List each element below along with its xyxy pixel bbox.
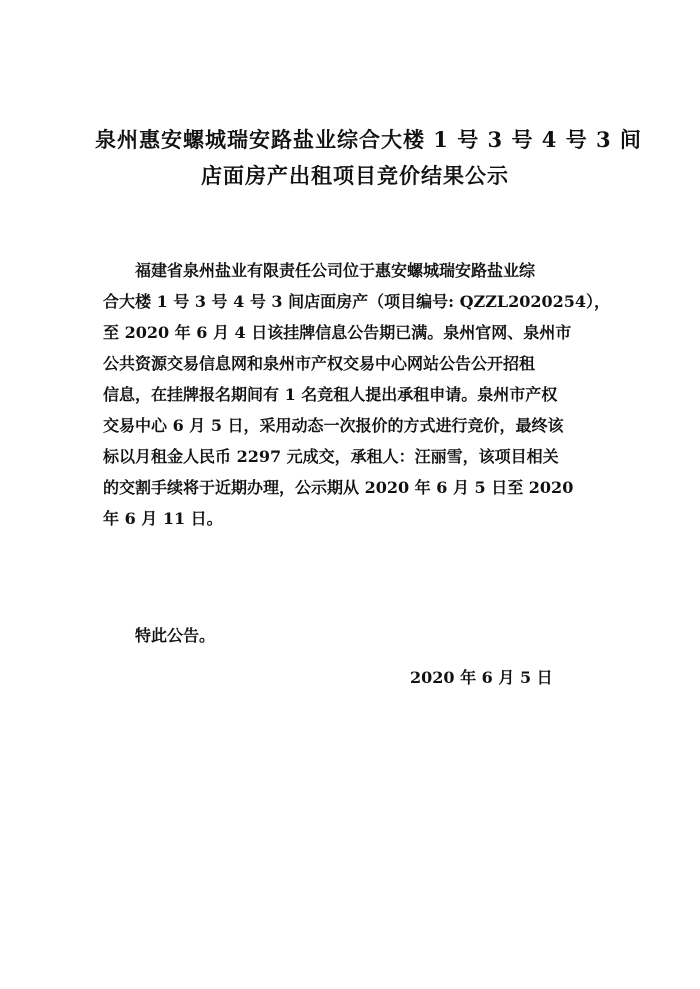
body-line: 交易中心 6 月 5 日，采用动态一次报价的方式进行竞价，最终该 [103,416,564,435]
body-line: 标以月租金人民币 2297 元成交，承租人：汪丽雪，该项目相关 [103,447,559,466]
body-line: 至 2020 年 6 月 4 日该挂牌信息公告期已满。泉州官网、泉州市 [103,323,572,342]
body-line: 福建省泉州盐业有限责任公司位于惠安螺城瑞安路盐业综 [135,261,536,280]
body-line: 年 6 月 11 日。 [103,509,223,528]
document-body [103,255,611,534]
title-line: 泉州惠安螺城瑞安路盐业综合大楼 1 号 3 号 4 号 3 间 [95,127,642,152]
title-line: 店面房产出租项目竞价结果公示 [201,163,509,188]
body-line: 的交割手续将于近期办理，公示期从 2020 年 6 月 5 日至 2020 [103,478,574,497]
closing-statement: 特此公告。 [135,626,216,645]
body-line: 合大楼 1 号 3 号 4 号 3 间店面房产（项目编号: QZZL2020254）， [103,292,611,311]
body-line: 公共资源交易信息网和泉州市产权交易中心网站公告公开招租 [103,354,536,373]
document-title [95,122,642,194]
body-line: 信息，在挂牌报名期间有 1 名竞租人提出承租申请。泉州市产权 [103,385,558,404]
document-date: 2020 年 6 月 5 日 [410,668,553,687]
